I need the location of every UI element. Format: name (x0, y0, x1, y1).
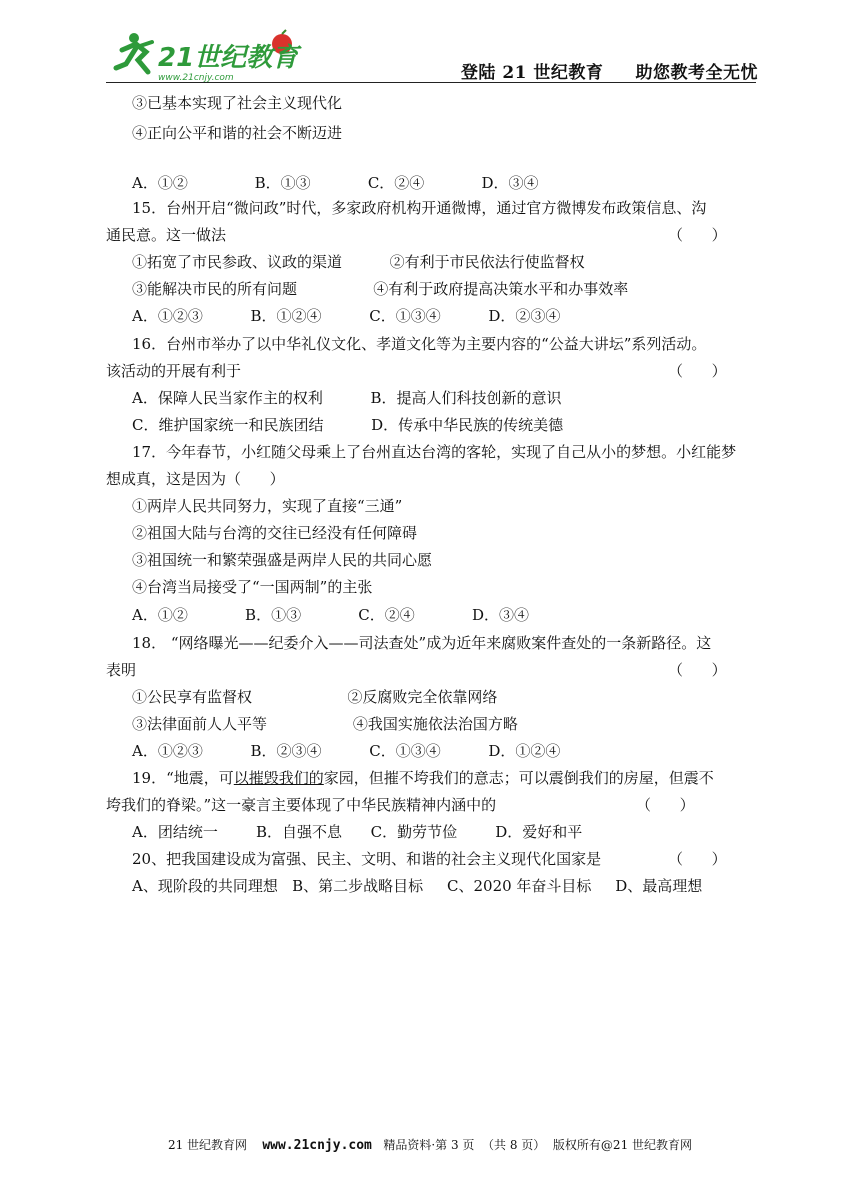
option-line: ③法律面前人人平等 ④我国实施依法治国方略 (132, 715, 518, 733)
question-16-cont: 该活动的开展有利于 (106, 362, 242, 380)
question-19-cont: 垮我们的脊梁。”这一豪言主要体现了中华民族精神内涵中的 (106, 796, 497, 814)
option-line: ①拓宽了市民参政、议政的渠道 ②有利于市民依法行使监督权 (132, 253, 585, 271)
question-17-cont: 想成真，这是因为（ ） (106, 470, 285, 488)
footer-site-link[interactable]: www.21cnjy.com (262, 1138, 372, 1153)
option-line: ①两岸人民共同努力，实现了直接“三通” (132, 497, 403, 515)
header-slogan: 登陆 21 世纪教育 助您教考全无忧 (460, 63, 758, 83)
q19-part-a: 19．“地震，可 (132, 769, 234, 787)
page-header (0, 0, 860, 90)
option-line: ③能解决市民的所有问题 ④有利于政府提高决策水平和办事效率 (132, 280, 629, 298)
answer-choices: A．团结统一 B．自强不息 C．勤劳节俭 D．爱好和平 (132, 823, 583, 841)
footer-right: 精品资料·第 3 页 （共 8 页） 版权所有@21 世纪教育网 (371, 1138, 693, 1152)
q19-underlined: 以摧毁我们的 (233, 769, 324, 787)
answer-choices: C．维护国家统一和民族团结 D．传承中华民族的传统美德 (132, 416, 564, 434)
answer-blank: （ ） (668, 850, 727, 868)
option-line: ③已基本实现了社会主义现代化 (132, 94, 343, 112)
answer-choices: A．①② B．①③ C．②④ D．③④ (132, 174, 539, 192)
page-footer (0, 1136, 860, 1153)
header-divider (106, 82, 756, 83)
answer-blank: （ ） (636, 796, 695, 814)
answer-blank: （ ） (668, 226, 727, 244)
answer-blank: （ ） (668, 362, 727, 380)
answer-choices: A．①②③ B．①②④ C．①③④ D．②③④ (132, 307, 561, 325)
svg-text:21世纪教育: 21世纪教育 (158, 43, 299, 73)
svg-text:www.21cnjy.com: www.21cnjy.com (158, 73, 234, 83)
option-line: ②祖国大陆与台湾的交往已经没有任何障碍 (132, 524, 418, 542)
option-line: ④正向公平和谐的社会不断迈进 (132, 124, 343, 142)
question-15-cont: 通民意。这一做法 (106, 226, 227, 244)
footer-left: 21 世纪教育网 (167, 1138, 263, 1152)
runner-icon (116, 33, 152, 72)
option-line: ④台湾当局接受了“一国两制”的主张 (132, 578, 373, 596)
answer-choices: A．①② B．①③ C．②④ D．③④ (132, 606, 530, 624)
question-19 (132, 768, 714, 788)
question-18-cont: 表明 (106, 661, 137, 679)
site-logo (112, 28, 312, 84)
option-line: ③祖国统一和繁荣强盛是两岸人民的共同心愿 (132, 551, 433, 569)
q19-part-b: 家园，但摧不垮我们的意志；可以震倒我们的房屋，但震不 (323, 769, 714, 787)
question-15: 15．台州开启“微问政”时代，多家政府机构开通微博，通过官方微博发布政策信息、沟 (132, 199, 707, 217)
question-16: 16．台州市举办了以中华礼仪文化、孝道文化等为主要内容的“公益大讲坛”系列活动。 (132, 335, 707, 353)
question-17: 17．今年春节，小红随父母乘上了台州直达台湾的客轮，实现了自己从小的梦想。小红能梦 (132, 443, 737, 461)
answer-choices: A．①②③ B．②③④ C．①③④ D．①②④ (132, 742, 561, 760)
answer-choices: A、现阶段的共同理想 B、第二步战略目标 C、2020 年奋斗目标 D、最高理想 (132, 877, 703, 895)
answer-choices: A．保障人民当家作主的权利 B．提高人们科技创新的意识 (132, 389, 562, 407)
option-line: ①公民享有监督权 ②反腐败完全依靠网络 (132, 688, 498, 706)
question-18: 18． “网络曝光——纪委介入——司法查处”成为近年来腐败案件查处的一条新路径。这 (132, 634, 712, 652)
question-20: 20、把我国建设成为富强、民主、文明、和谐的社会主义现代化国家是 (132, 850, 602, 868)
answer-blank: （ ） (668, 661, 727, 679)
